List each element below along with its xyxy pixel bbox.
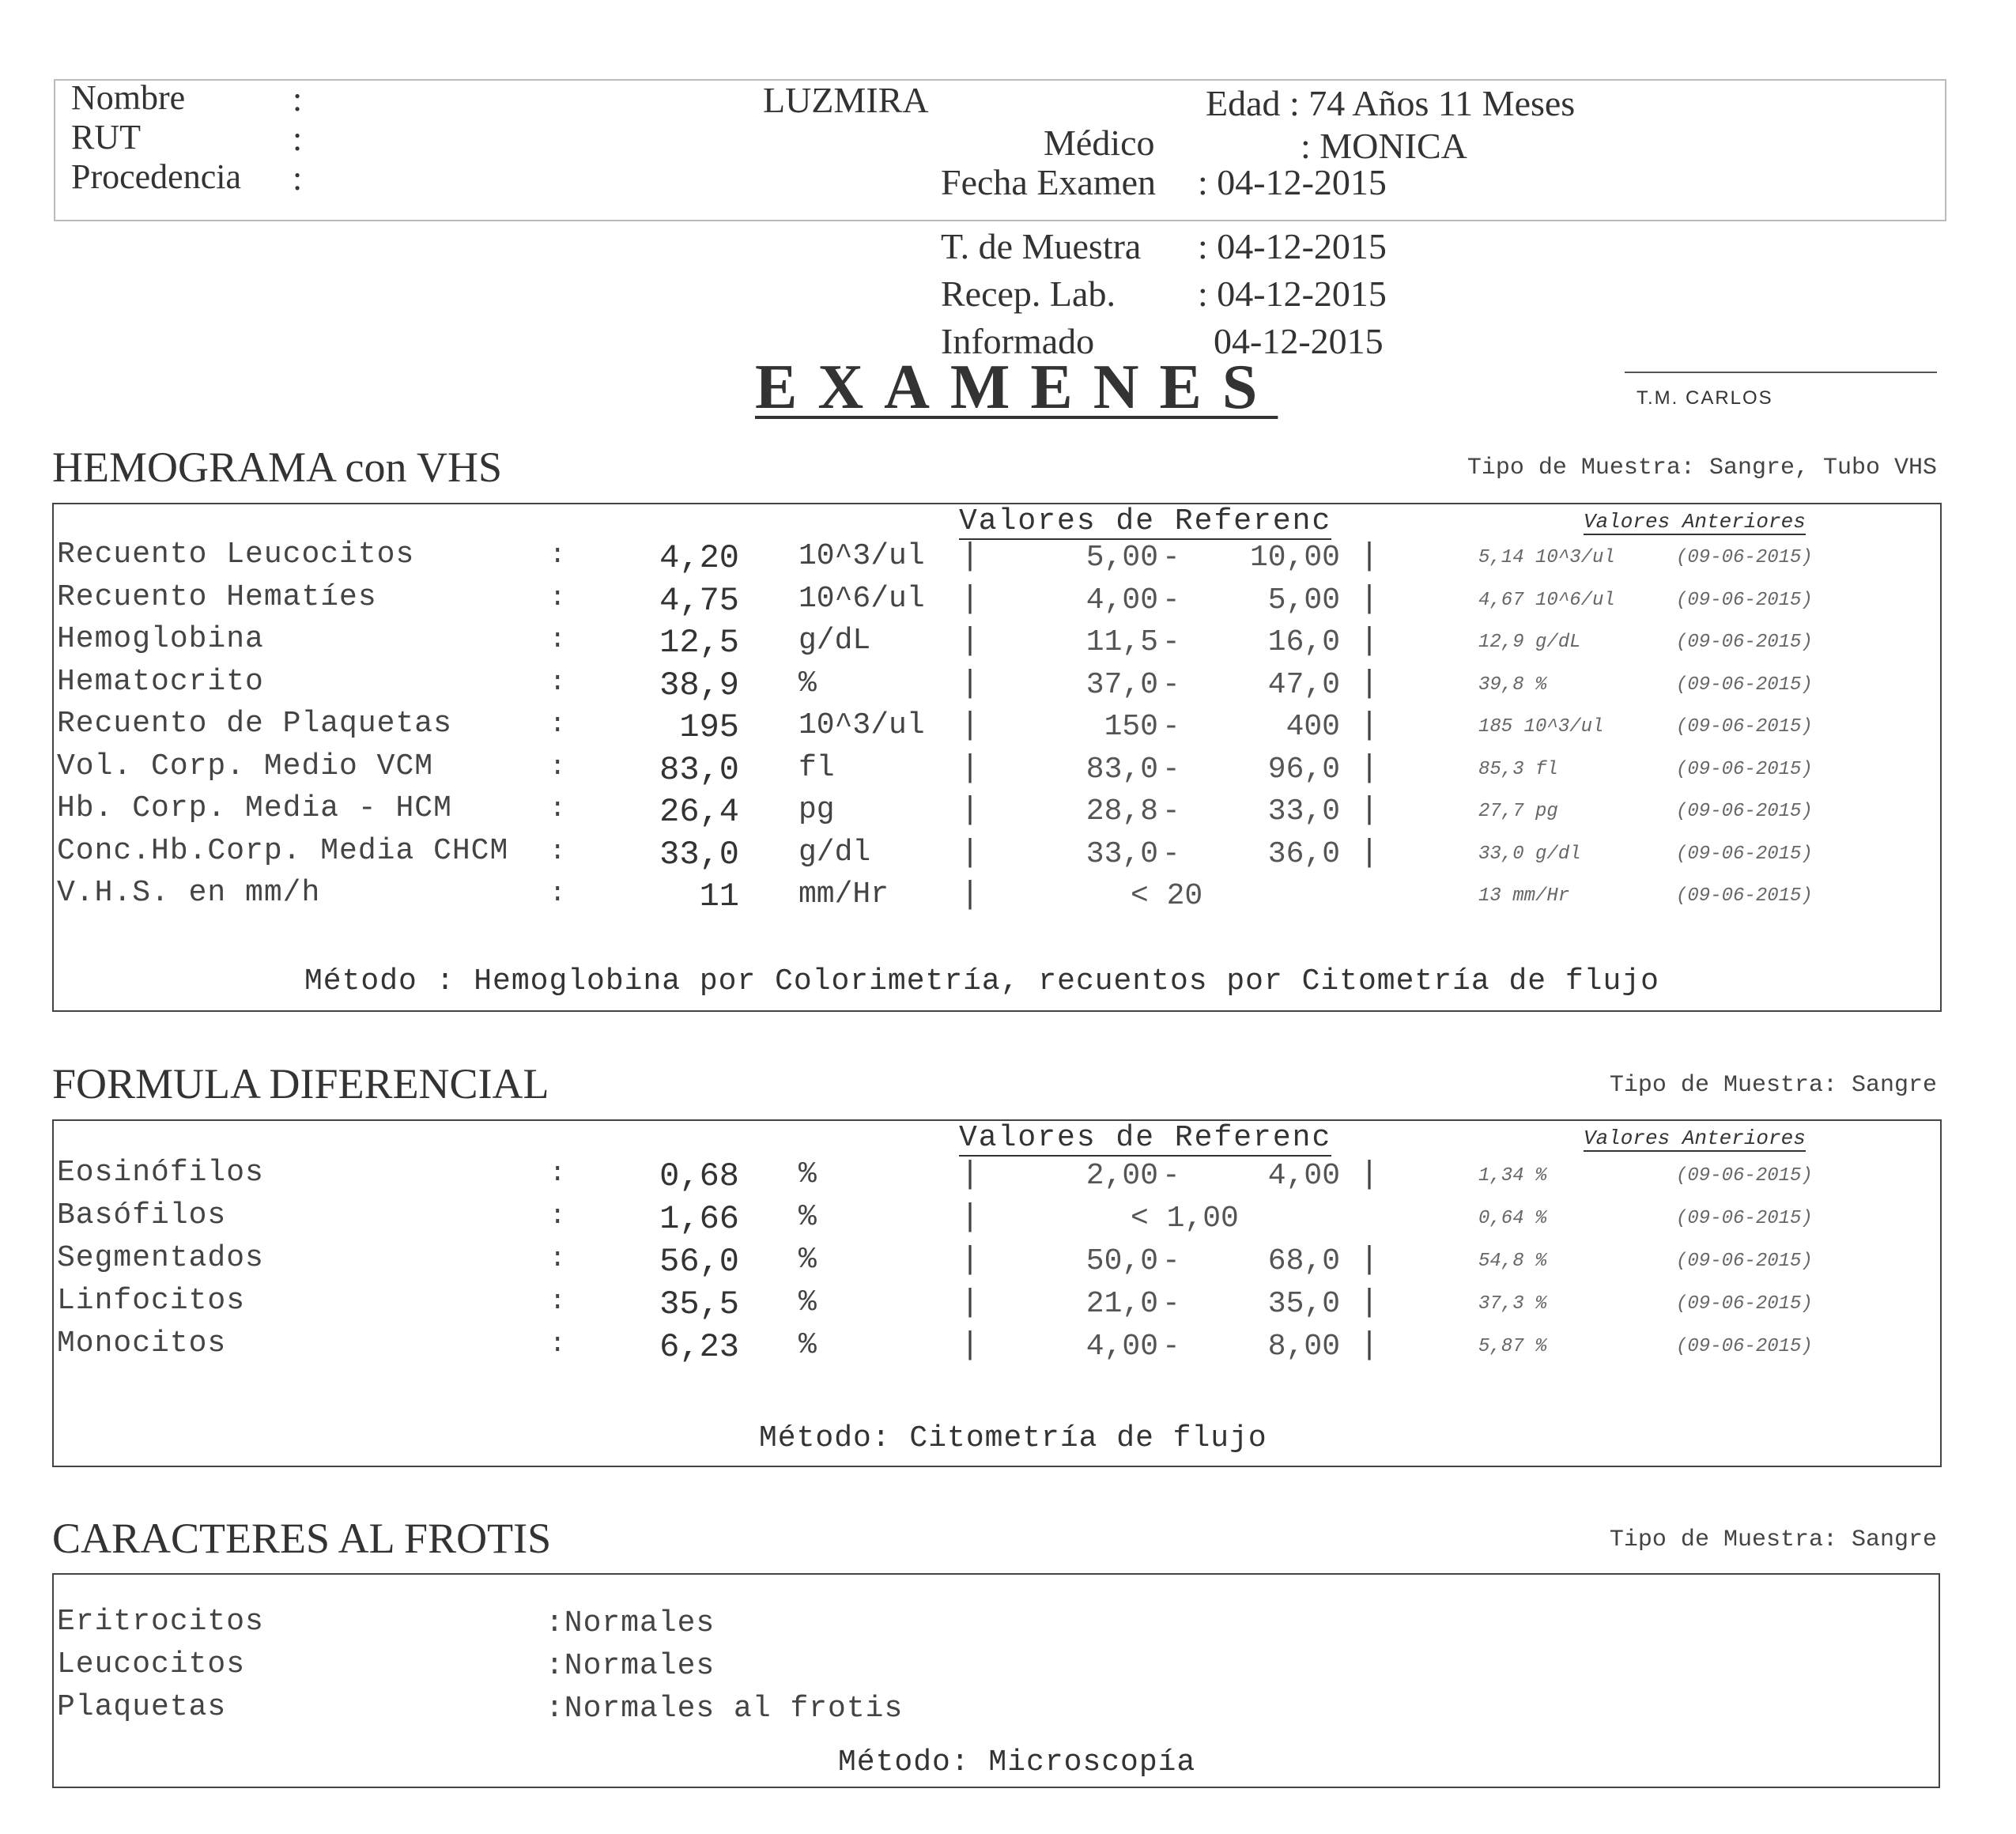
column-divider: |	[1360, 1285, 1380, 1321]
formula-metodo: Método: Citometría de flujo	[759, 1421, 1267, 1455]
row-unit: mm/Hr	[798, 877, 889, 911]
column-divider: |	[1360, 1328, 1380, 1364]
hemograma-ref-header: Valores de Referenc	[959, 504, 1332, 538]
row-colon: :	[549, 625, 566, 655]
row-value: 4,75	[659, 581, 739, 620]
row-ref-single: < 1,00	[1131, 1202, 1239, 1236]
row-value: 83,0	[659, 750, 739, 789]
hemograma-metodo: Método : Hemoglobina por Colorimetría, recuentos por Citometría de flujo	[304, 964, 1659, 998]
row-ref-high: 47,0	[1267, 667, 1340, 702]
column-divider: |	[1360, 581, 1380, 617]
row-ref-single: < 20	[1131, 879, 1203, 913]
column-divider: |	[961, 877, 980, 913]
row-prev-value: 12,9 g/dL	[1478, 632, 1581, 653]
row-value: 0,68	[659, 1157, 739, 1195]
row-prev-value: 27,7 pg	[1478, 801, 1558, 822]
row-ref-dash: -	[1162, 1159, 1180, 1193]
row-colon: :	[549, 794, 566, 825]
column-divider: |	[1360, 750, 1380, 787]
column-divider: |	[961, 581, 980, 617]
signature-line	[1625, 372, 1937, 373]
row-ref-high: 8,00	[1267, 1330, 1340, 1364]
row-ref-dash: -	[1162, 794, 1180, 828]
row-prev-date: (09-06-2015)	[1676, 885, 1813, 907]
row-value: 56,0	[659, 1243, 739, 1281]
formula-ref-header: Valores de Referenc	[959, 1121, 1332, 1155]
row-ref-dash: -	[1162, 836, 1180, 871]
row-ref-high: 10,00	[1249, 541, 1340, 575]
recep-lab-value: : 04-12-2015	[1198, 274, 1387, 314]
row-value: 195	[679, 708, 739, 746]
row-ref-low: 150	[1104, 710, 1158, 744]
frotis-row-label: Plaquetas	[57, 1690, 227, 1724]
row-prev-value: 85,3 fl	[1478, 758, 1558, 780]
row-value: 38,9	[659, 666, 739, 704]
row-value: 4,20	[659, 539, 739, 577]
row-label: Hemoglobina	[57, 622, 264, 656]
row-ref-high: 400	[1285, 710, 1340, 744]
row-label: Hematocrito	[57, 664, 264, 699]
frotis-tipo-muestra: Tipo de Muestra: Sangre	[1609, 1526, 1937, 1553]
row-prev-date: (09-06-2015)	[1676, 674, 1813, 696]
frotis-row-label: Leucocitos	[57, 1647, 246, 1681]
column-divider: |	[961, 1157, 980, 1193]
frotis-row-value: :Normales	[546, 1649, 715, 1683]
column-divider: |	[961, 1285, 980, 1321]
frotis-row-label: Eritrocitos	[57, 1605, 264, 1639]
row-unit: fl	[798, 750, 835, 785]
row-ref-low: 50,0	[1085, 1244, 1158, 1278]
column-divider: |	[961, 1243, 980, 1278]
row-prev-value: 0,64 %	[1478, 1208, 1547, 1229]
row-prev-value: 54,8 %	[1478, 1251, 1547, 1272]
row-ref-low: 33,0	[1085, 836, 1158, 871]
row-prev-date: (09-06-2015)	[1676, 1251, 1813, 1272]
row-colon: :	[549, 541, 566, 571]
row-unit: g/dl	[798, 835, 871, 870]
row-ref-high: 4,00	[1267, 1159, 1340, 1193]
row-ref-low: 2,00	[1085, 1159, 1158, 1193]
fecha-examen-value: : 04-12-2015	[1198, 162, 1387, 202]
recep-lab-label: Recep. Lab.	[941, 274, 1116, 314]
row-ref-low: 11,5	[1085, 625, 1158, 659]
row-unit: %	[798, 1200, 817, 1234]
frotis-title: CARACTERES AL FROTIS	[52, 1515, 552, 1562]
row-colon: :	[549, 710, 566, 740]
formula-box	[52, 1119, 1942, 1467]
row-ref-high: 36,0	[1267, 836, 1340, 871]
column-divider: |	[961, 793, 980, 828]
column-divider: |	[961, 1200, 980, 1236]
row-label: Vol. Corp. Medio VCM	[57, 749, 434, 783]
row-unit: %	[798, 666, 817, 700]
row-unit: pg	[798, 793, 835, 827]
column-divider: |	[961, 666, 980, 702]
frotis-row-value: :Normales	[546, 1606, 715, 1640]
row-ref-low: 21,0	[1085, 1287, 1158, 1321]
row-prev-date: (09-06-2015)	[1676, 1293, 1813, 1315]
row-prev-date: (09-06-2015)	[1676, 1208, 1813, 1229]
row-prev-date: (09-06-2015)	[1676, 801, 1813, 822]
row-colon: :	[549, 836, 566, 867]
row-ref-dash: -	[1162, 1244, 1180, 1278]
row-prev-value: 37,3 %	[1478, 1293, 1547, 1315]
formula-title: FORMULA DIFERENCIAL	[52, 1060, 549, 1108]
row-colon: :	[549, 1330, 566, 1360]
column-divider: |	[961, 750, 980, 787]
row-prev-value: 5,87 %	[1478, 1336, 1547, 1357]
row-prev-value: 5,14 10^3/ul	[1478, 547, 1615, 568]
row-unit: %	[798, 1328, 817, 1362]
row-value: 1,66	[659, 1200, 739, 1238]
row-label: Recuento de Plaquetas	[57, 707, 452, 741]
row-ref-high: 35,0	[1267, 1287, 1340, 1321]
column-divider: |	[961, 1328, 980, 1364]
row-prev-date: (09-06-2015)	[1676, 758, 1813, 780]
column-divider: |	[1360, 835, 1380, 871]
row-prev-value: 1,34 %	[1478, 1165, 1547, 1187]
hemograma-prev-header: Valores Anteriores	[1584, 510, 1806, 534]
row-prev-date: (09-06-2015)	[1676, 843, 1813, 865]
row-ref-high: 96,0	[1267, 752, 1340, 787]
row-label: V.H.S. en mm/h	[57, 876, 321, 910]
informado-label: Informado	[941, 321, 1095, 361]
row-ref-low: 4,00	[1085, 1330, 1158, 1364]
row-ref-dash: -	[1162, 625, 1180, 659]
row-colon: :	[549, 879, 566, 909]
row-ref-dash: -	[1162, 667, 1180, 702]
row-ref-high: 5,00	[1267, 583, 1340, 617]
row-prev-date: (09-06-2015)	[1676, 589, 1813, 611]
row-prev-date: (09-06-2015)	[1676, 1165, 1813, 1187]
row-prev-date: (09-06-2015)	[1676, 547, 1813, 568]
row-ref-low: 83,0	[1085, 752, 1158, 787]
row-label: Hb. Corp. Media - HCM	[57, 791, 452, 825]
row-colon: :	[549, 1202, 566, 1232]
informado-value: 04-12-2015	[1214, 321, 1384, 361]
row-label: Conc.Hb.Corp. Media CHCM	[57, 833, 509, 868]
row-unit: 10^6/ul	[798, 581, 925, 616]
medico-label: Médico	[1044, 123, 1155, 163]
row-prev-date: (09-06-2015)	[1676, 1336, 1813, 1357]
nombre-label: Nombre	[71, 78, 186, 117]
row-label: Recuento Hematíes	[57, 579, 377, 614]
row-colon: :	[549, 1287, 566, 1317]
row-label: Linfocitos	[57, 1284, 246, 1318]
row-ref-dash: -	[1162, 752, 1180, 787]
row-ref-dash: -	[1162, 710, 1180, 744]
row-colon: :	[549, 583, 566, 613]
row-unit: %	[798, 1285, 817, 1319]
rut-colon: :	[293, 119, 303, 158]
t-muestra-label: T. de Muestra	[941, 226, 1142, 266]
row-value: 26,4	[659, 793, 739, 831]
column-divider: |	[961, 624, 980, 659]
formula-prev-header: Valores Anteriores	[1584, 1126, 1806, 1150]
row-ref-dash: -	[1162, 1287, 1180, 1321]
row-prev-value: 39,8 %	[1478, 674, 1547, 696]
exam-title: EXAMENES	[755, 353, 1278, 422]
hemograma-title: HEMOGRAMA con VHS	[52, 443, 503, 491]
row-unit: %	[798, 1243, 817, 1277]
frotis-row-value: :Normales al frotis	[546, 1692, 904, 1726]
row-label: Monocitos	[57, 1326, 227, 1360]
row-value: 6,23	[659, 1328, 739, 1366]
row-ref-low: 37,0	[1085, 667, 1158, 702]
row-prev-date: (09-06-2015)	[1676, 716, 1813, 738]
formula-tipo-muestra: Tipo de Muestra: Sangre	[1609, 1072, 1937, 1099]
row-unit: 10^3/ul	[798, 708, 925, 742]
row-label: Segmentados	[57, 1241, 264, 1275]
patient-name: LUZMIRA	[763, 80, 929, 120]
row-prev-value: 13 mm/Hr	[1478, 885, 1570, 907]
row-label: Basófilos	[57, 1198, 227, 1232]
column-divider: |	[961, 835, 980, 871]
rut-label: RUT	[71, 118, 141, 157]
row-ref-dash: -	[1162, 1330, 1180, 1364]
frotis-metodo: Método: Microscopía	[838, 1745, 1196, 1779]
nombre-colon: :	[293, 80, 303, 119]
row-ref-high: 16,0	[1267, 625, 1340, 659]
row-unit: g/dL	[798, 624, 871, 658]
column-divider: |	[1360, 624, 1380, 659]
patient-age: Edad : 74 Años 11 Meses	[1206, 83, 1576, 123]
fecha-examen-label: Fecha Examen	[941, 162, 1157, 202]
row-colon: :	[549, 1159, 566, 1189]
row-ref-dash: -	[1162, 541, 1180, 575]
row-value: 11	[699, 877, 739, 915]
row-prev-value: 33,0 g/dl	[1478, 843, 1581, 865]
row-prev-date: (09-06-2015)	[1676, 632, 1813, 653]
row-colon: :	[549, 752, 566, 783]
row-ref-high: 33,0	[1267, 794, 1340, 828]
column-divider: |	[1360, 708, 1380, 744]
procedencia-colon: :	[293, 159, 303, 198]
t-muestra-value: : 04-12-2015	[1198, 226, 1387, 266]
row-ref-low: 4,00	[1085, 583, 1158, 617]
row-ref-low: 5,00	[1085, 541, 1158, 575]
row-value: 12,5	[659, 624, 739, 662]
signature-name: T.M. CARLOS	[1637, 387, 1773, 409]
row-unit: %	[798, 1157, 817, 1191]
hemograma-tipo-muestra: Tipo de Muestra: Sangre, Tubo VHS	[1467, 455, 1937, 481]
column-divider: |	[1360, 1157, 1380, 1193]
row-colon: :	[549, 667, 566, 698]
medico-value: : MONICA	[1301, 126, 1467, 166]
column-divider: |	[1360, 539, 1380, 575]
column-divider: |	[1360, 666, 1380, 702]
column-divider: |	[961, 539, 980, 575]
row-unit: 10^3/ul	[798, 539, 925, 573]
row-label: Recuento Leucocitos	[57, 538, 415, 572]
row-ref-high: 68,0	[1267, 1244, 1340, 1278]
row-prev-value: 185 10^3/ul	[1478, 716, 1604, 738]
row-value: 35,5	[659, 1285, 739, 1323]
column-divider: |	[1360, 1243, 1380, 1278]
row-ref-dash: -	[1162, 583, 1180, 617]
row-colon: :	[549, 1244, 566, 1274]
row-label: Eosinófilos	[57, 1156, 264, 1190]
procedencia-label: Procedencia	[71, 157, 241, 196]
row-prev-value: 4,67 10^6/ul	[1478, 589, 1615, 611]
row-value: 33,0	[659, 835, 739, 874]
row-ref-low: 28,8	[1085, 794, 1158, 828]
column-divider: |	[961, 708, 980, 744]
column-divider: |	[1360, 793, 1380, 828]
